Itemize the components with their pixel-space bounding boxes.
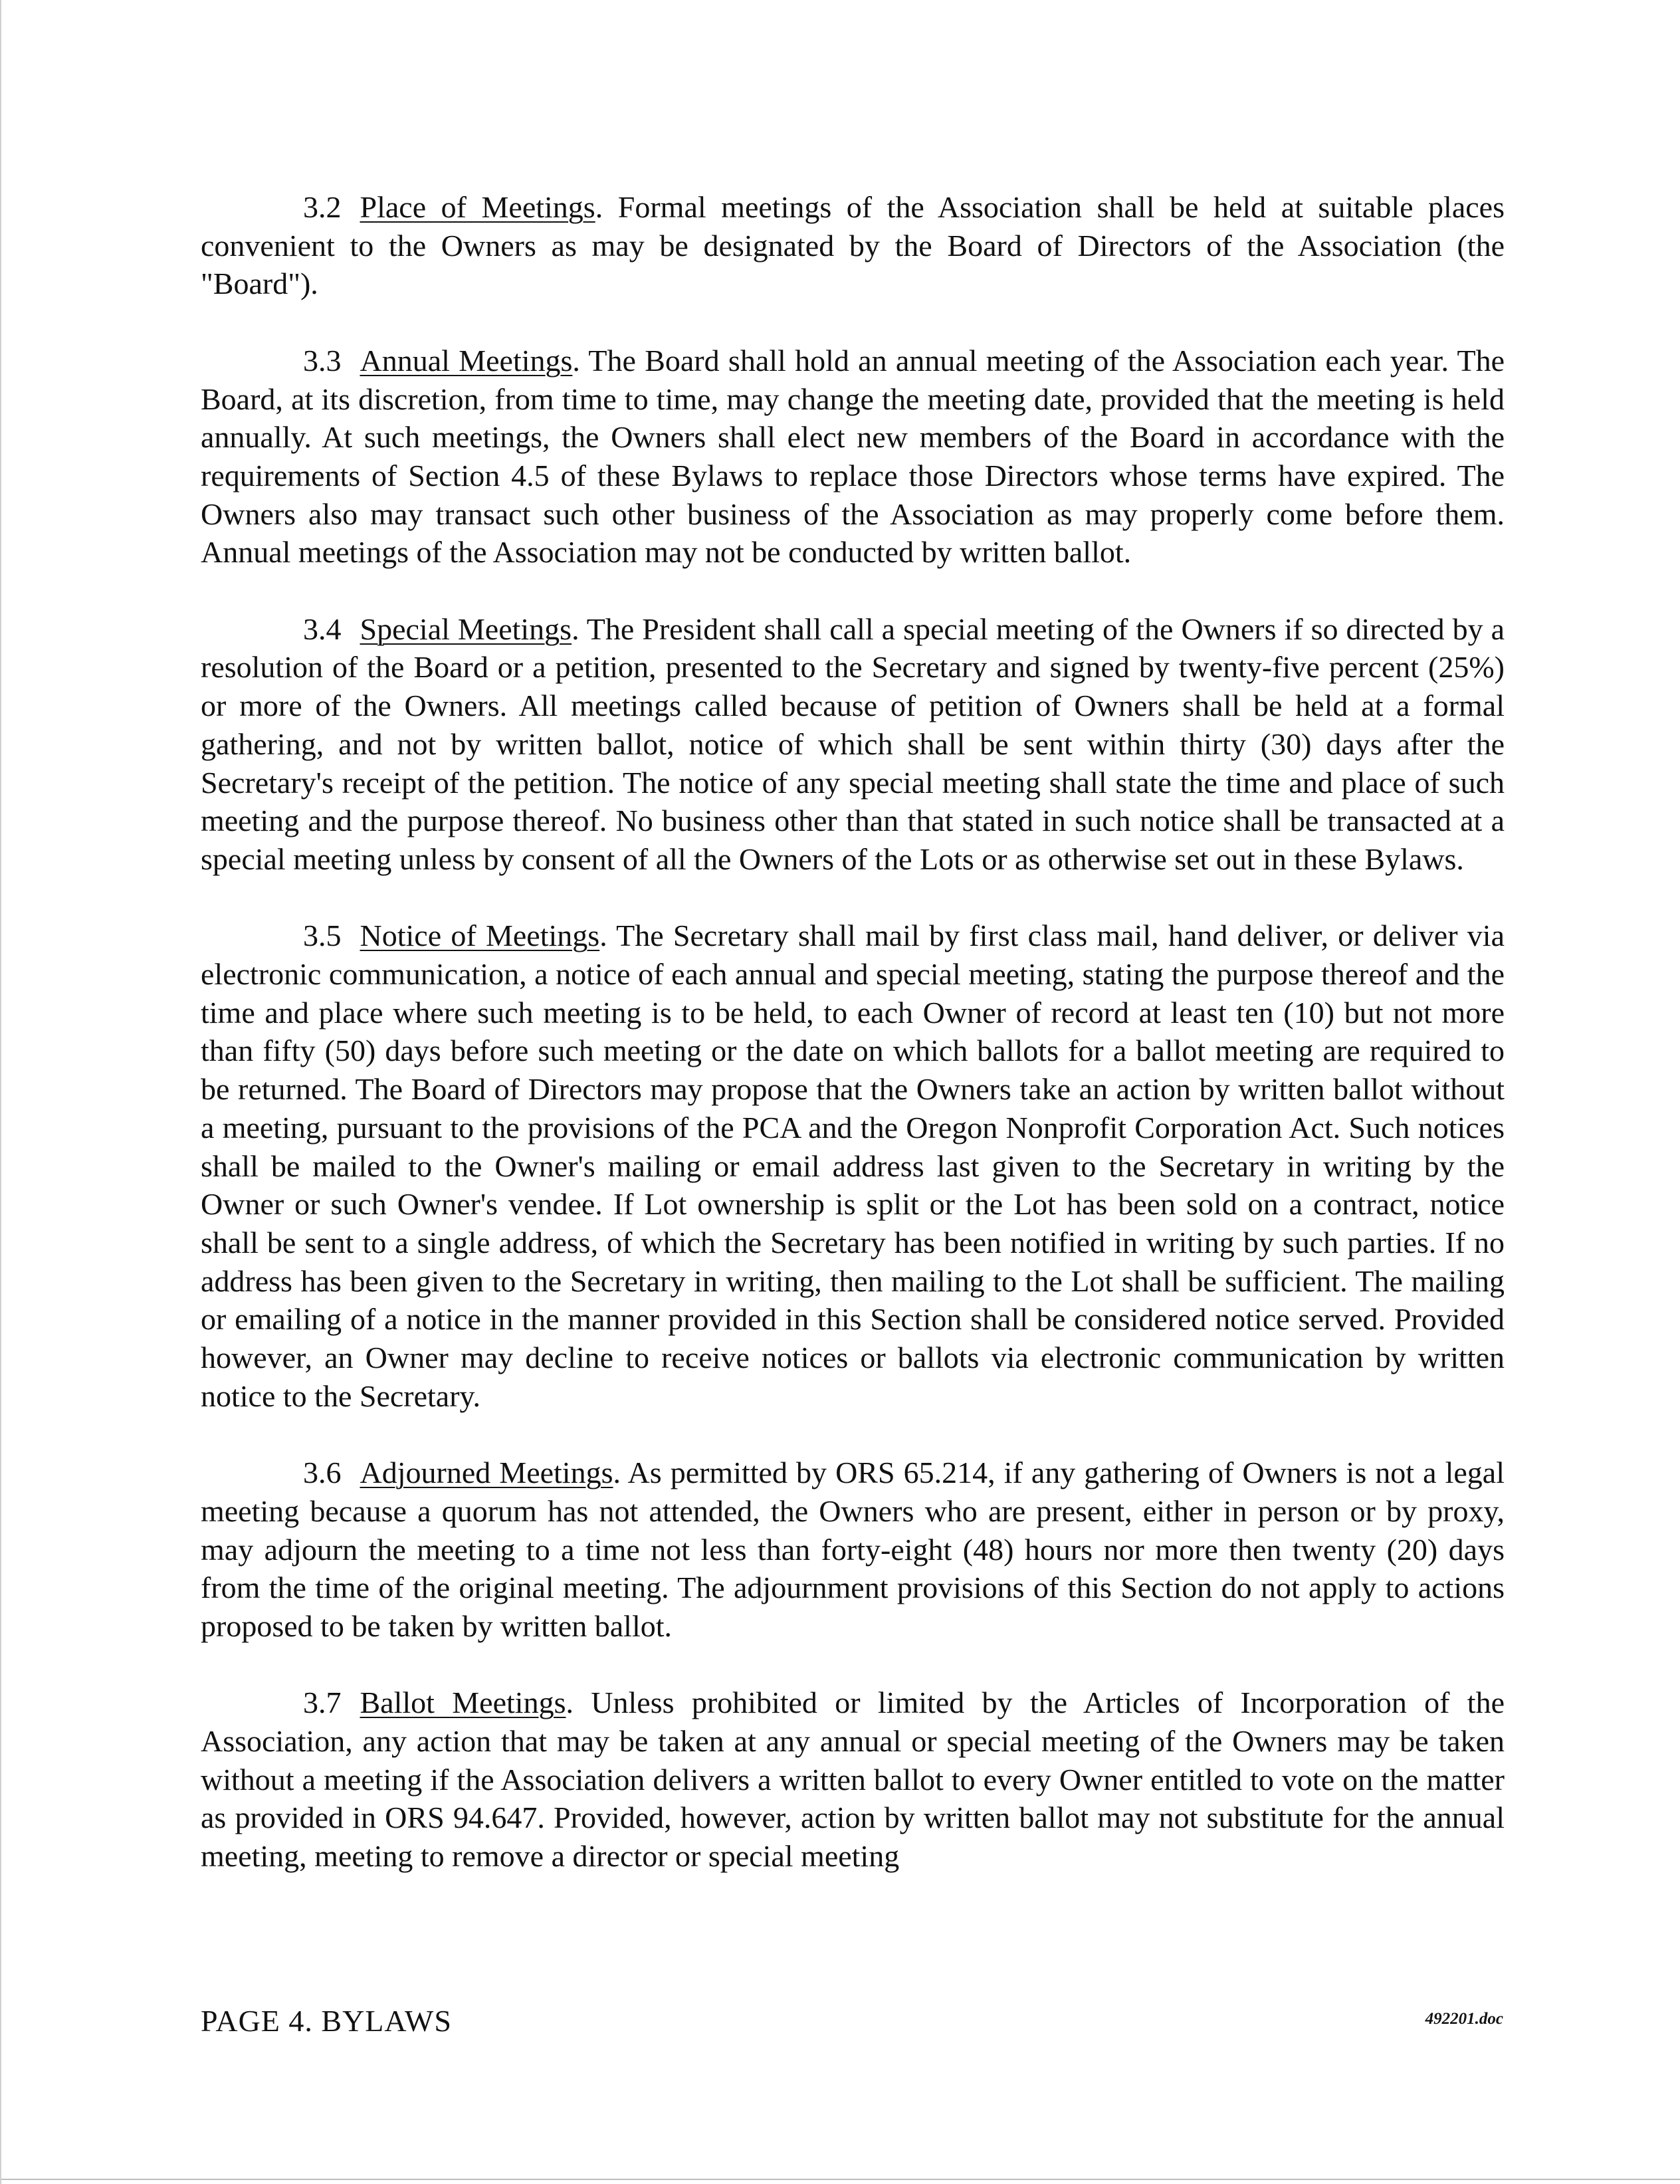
section-heading: Place of Meetings: [360, 190, 595, 224]
section-body: . As permitted by ORS 65.214, if any gathering of Owners is not a legal meeting because a quorum has not attended, the Owners who are present, either in person or by proxy, may adjourn the meeting to a time not less than forty-eight (48) hours nor more then twenty (20) days from the time of the original meeting. The adjournment provisions of this Section do not apply to actions proposed to be taken by written ballot.: [201, 1456, 1505, 1643]
section-body: . The Secretary shall mail by first class mail, hand deliver, or deliver via electronic communication, a notice of each annual and special meeting, stating the purpose thereof and the time and place where such meeting is to be held, to each Owner of record at least ten (10) but not more than fifty (50) days before such meeting or the date on which ballots for a ballot meeting are required to be returned. The Board of Directors may propose that the Owners take an action by written ballot without a meeting, pursuant to the provisions of the PCA and the Oregon Nonprofit Corporation Act. Such notices shall be mailed to the Owner's mailing or email address last given to the Secretary in writing by the Owner or such Owner's vendee. If Lot ownership is split or the Lot has been sold on a contract, notice shall be sent to a single address, of which the Secretary has been notified in writing by such parties. If no address has been given to the Secretary in writing, then mailing to the Lot shall be sufficient. The mailing or emailing of a notice in the manner provided in this Section shall be considered notice served. Provided however, an Owner may decline to receive notices or ballots via electronic communication by written notice to the Secretary.: [201, 919, 1505, 1413]
section-number: 3.4: [303, 611, 342, 646]
section-body: . Formal meetings of the Association shall be held at suitable places convenient to the Owners as may be designated by the Board of Directors of the Association (the "Board").: [201, 190, 1505, 301]
section-3-6: [201, 1454, 1505, 1646]
section-heading: Ballot Meetings: [360, 1686, 566, 1720]
section-number: 3.6: [303, 1456, 342, 1490]
section-body: . The Board shall hold an annual meeting of the Association each year. The Board, at its discretion, from time to time, may change the meeting date, provided that the meeting is held annually. At such meetings, the Owners shall elect new members of the Board in accordance with the requirements of Section 4.5 of these Bylaws to replace those Directors whose terms have expired. The Owners also may transact such other business of the Association as may properly come before them. Annual meetings of the Association may not be conducted by written ballot.: [201, 343, 1505, 570]
section-number: 3.2: [303, 190, 342, 224]
section-3-7: [201, 1684, 1505, 1876]
section-3-4: [201, 610, 1505, 879]
section-3-5: [201, 917, 1505, 1415]
section-number: 3.5: [303, 919, 342, 953]
section-number: 3.3: [303, 343, 342, 378]
document-id: 492201.doc: [1425, 2010, 1503, 2028]
section-body: . Unless prohibited or limited by the Articles of Incorporation of the Association, any action that may be taken at any annual or special meeting of the Owners may be taken without a meeting if the Association delivers a written ballot to every Owner entitled to vote on the matter as provided in ORS 94.647. Provided, however, action by written ballot may not substitute for the annual meeting, meeting to remove a director or special meeting: [201, 1686, 1505, 1874]
section-number: 3.7: [303, 1686, 342, 1720]
section-heading: Adjourned Meetings: [360, 1456, 613, 1490]
section-3-2: [201, 188, 1505, 303]
section-3-3: [201, 342, 1505, 572]
section-heading: Notice of Meetings: [360, 919, 600, 953]
section-heading: Special Meetings: [360, 611, 572, 646]
page-footer-label: PAGE 4. BYLAWS: [201, 2004, 452, 2038]
section-heading: Annual Meetings: [360, 343, 573, 378]
document-body: [201, 188, 1505, 1876]
section-body: . The President shall call a special meeting of the Owners if so directed by a resolution of the Board or a petition, presented to the Secretary and signed by twenty-five percent (25%) or more of the Owners. All meetings called because of petition of Owners shall be held at a formal gathering, and not by written ballot, notice of which shall be sent within thirty (30) days after the Secretary's receipt of the petition. The notice of any special meeting shall state the time and place of such meeting and the purpose thereof. No business other than that stated in such notice shall be transacted at a special meeting unless by consent of all the Owners of the Lots or as otherwise set out in these Bylaws.: [201, 611, 1505, 876]
page-bottom-edge: [1, 2179, 1680, 2180]
